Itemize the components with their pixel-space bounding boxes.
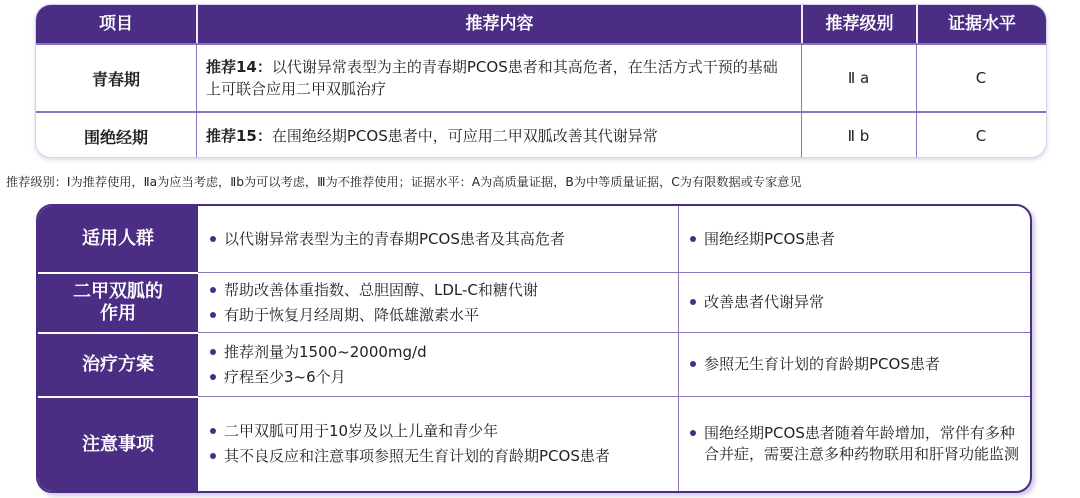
precautions-perimenopause <box>688 397 1023 491</box>
rec-label: 推荐15： <box>206 127 272 145</box>
label-precautions: 注意事项 <box>82 433 154 455</box>
list-item: 以代谢异常表型为主的青春期PCOS患者及其高危者 <box>208 229 668 250</box>
label-effect: 二甲双胍的作用 <box>73 281 163 324</box>
row-item: 围绝经期 <box>83 127 148 147</box>
bullet-icon <box>210 287 216 293</box>
row-recommendation <box>196 45 801 111</box>
row-level: Ⅱ b <box>847 127 870 145</box>
bullet-icon <box>210 312 216 318</box>
bullet-icon <box>210 428 216 434</box>
bullet-icon <box>210 374 216 380</box>
header-item: 项目 <box>99 14 133 34</box>
bullet-icon <box>690 236 696 242</box>
legend-note: 推荐级别：Ⅰ为推荐使用，Ⅱa为应当考虑，Ⅱb为可以考虑，Ⅲ为不推荐使用；证据水平：A为高质量证据，B为中等质量证据，C为有限数据或专家意见 <box>6 175 802 189</box>
effect-adolescent <box>208 273 668 332</box>
list-item: 改善患者代谢异常 <box>688 292 1023 313</box>
label-regimen: 治疗方案 <box>82 354 154 375</box>
bullet-icon <box>690 299 696 305</box>
population-adolescent <box>208 206 668 272</box>
bullet-icon <box>690 430 696 436</box>
bullet-icon <box>690 361 696 367</box>
list-item: 二甲双胍可用于10岁及以上儿童和青少年 <box>208 421 668 442</box>
list-item: 疗程至少3~6个月 <box>208 367 668 388</box>
rec-text: 在围绝经期PCOS患者中，可应用二甲双胍改善其代谢异常 <box>271 127 658 145</box>
list-item: 帮助改善体重指数、总胆固醇、LDL-C和糖代谢 <box>208 280 668 301</box>
table-header <box>36 5 1046 43</box>
bullet-icon <box>210 453 216 459</box>
row-evidence: C <box>975 127 987 145</box>
header-content: 推荐内容 <box>465 14 534 34</box>
list-item: 围绝经期PCOS患者随着年龄增加，常伴有多种合并症，需要注意多种药物联用和肝肾功能监测 <box>688 423 1023 465</box>
rec-text: 以代谢异常表型为主的青春期PCOS患者和其高危者，在生活方式干预的基础上可联合应用二甲双胍治疗 <box>206 58 778 98</box>
bullet-icon <box>210 236 216 242</box>
row-level: Ⅱ a <box>847 69 870 87</box>
list-item: 参照无生育计划的育龄期PCOS患者 <box>688 354 1023 375</box>
rec-label: 推荐14： <box>206 58 272 76</box>
row-recommendation <box>196 113 801 158</box>
regimen-adolescent <box>208 333 668 396</box>
row-item: 青春期 <box>91 69 140 89</box>
effect-perimenopause <box>688 273 1023 332</box>
list-item: 其不良反应和注意事项参照无生育计划的育龄期PCOS患者 <box>208 446 668 467</box>
bullet-icon <box>210 349 216 355</box>
list-item: 有助于恢复月经周期、降低雄激素水平 <box>208 305 668 326</box>
recommendation-table <box>35 4 1047 158</box>
label-population: 适用人群 <box>82 228 154 249</box>
list-item: 推荐剂量为1500~2000mg/d <box>208 342 668 363</box>
table-row <box>36 43 1046 111</box>
header-level: 推荐级别 <box>825 14 894 34</box>
precautions-adolescent <box>208 397 668 491</box>
row-evidence: C <box>975 69 987 87</box>
header-evidence: 证据水平 <box>948 14 1016 34</box>
population-perimenopause <box>688 206 1023 272</box>
regimen-perimenopause <box>688 333 1023 396</box>
detail-table <box>36 204 1032 493</box>
table-row <box>36 111 1046 158</box>
list-item: 围绝经期PCOS患者 <box>688 229 1023 250</box>
